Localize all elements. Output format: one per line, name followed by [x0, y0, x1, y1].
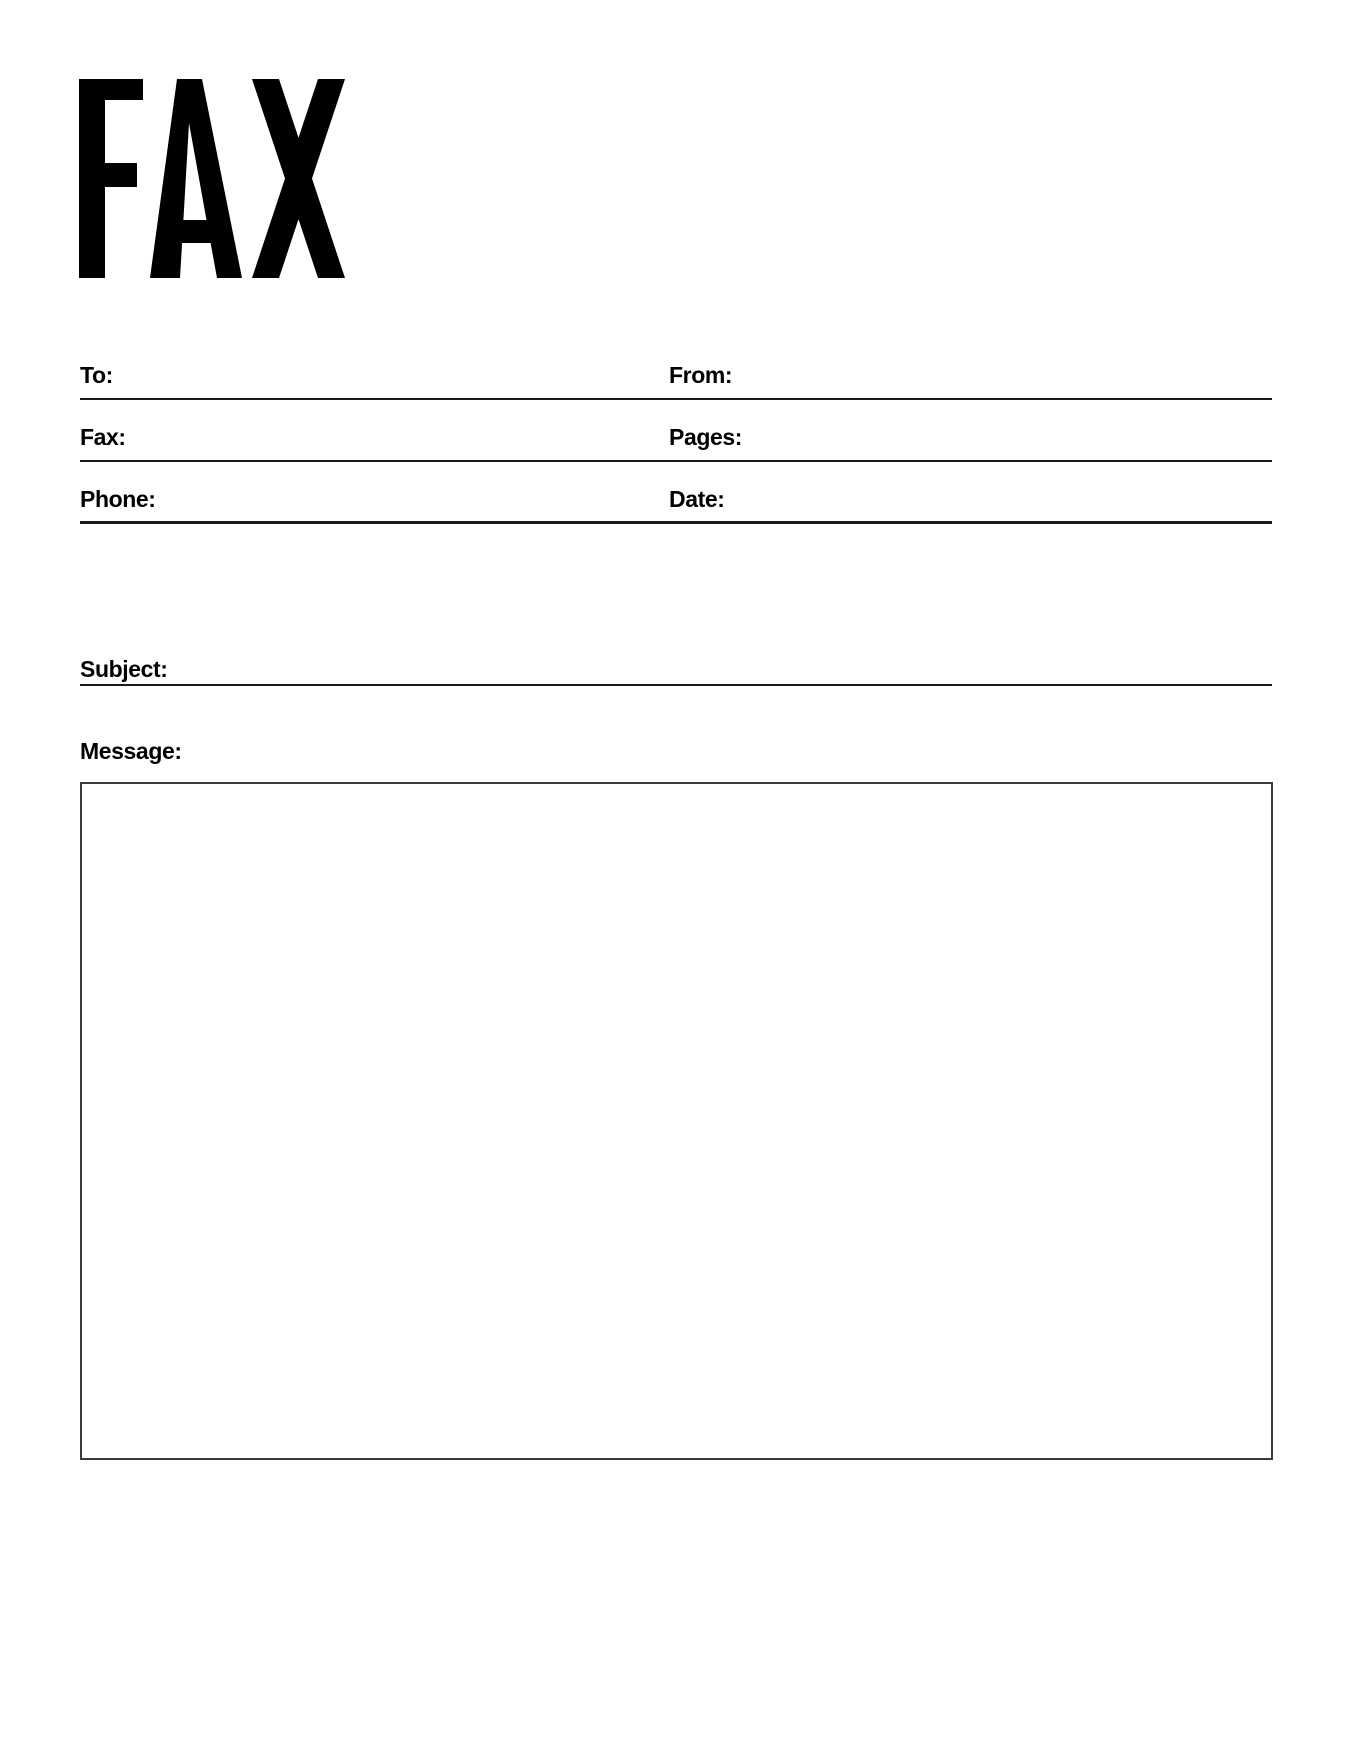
to-from-underline: [80, 398, 1272, 400]
from-label: From:: [669, 362, 733, 388]
pages-label: Pages:: [669, 424, 743, 450]
subject-underline: [80, 684, 1272, 686]
phone-label: Phone:: [80, 486, 156, 512]
date-input[interactable]: [740, 485, 1272, 521]
date-label: Date:: [669, 486, 725, 512]
fax-label: Fax:: [80, 424, 126, 450]
fax-pages-underline: [80, 460, 1272, 462]
fax-input[interactable]: [140, 423, 660, 459]
to-label: To:: [80, 362, 113, 388]
logo-letter-a: [150, 79, 242, 278]
subject-label: Subject:: [80, 656, 168, 682]
logo-letter-x: [252, 79, 345, 278]
to-input[interactable]: [135, 361, 660, 397]
fax-logo-graphic: [79, 79, 345, 278]
phone-input[interactable]: [165, 485, 660, 521]
fax-logo: [79, 79, 345, 278]
logo-letter-f: [79, 79, 143, 278]
message-label: Message:: [80, 738, 182, 764]
message-box[interactable]: [80, 782, 1273, 1460]
phone-date-underline: [80, 521, 1272, 524]
from-input[interactable]: [748, 361, 1272, 397]
pages-input[interactable]: [760, 423, 1272, 459]
